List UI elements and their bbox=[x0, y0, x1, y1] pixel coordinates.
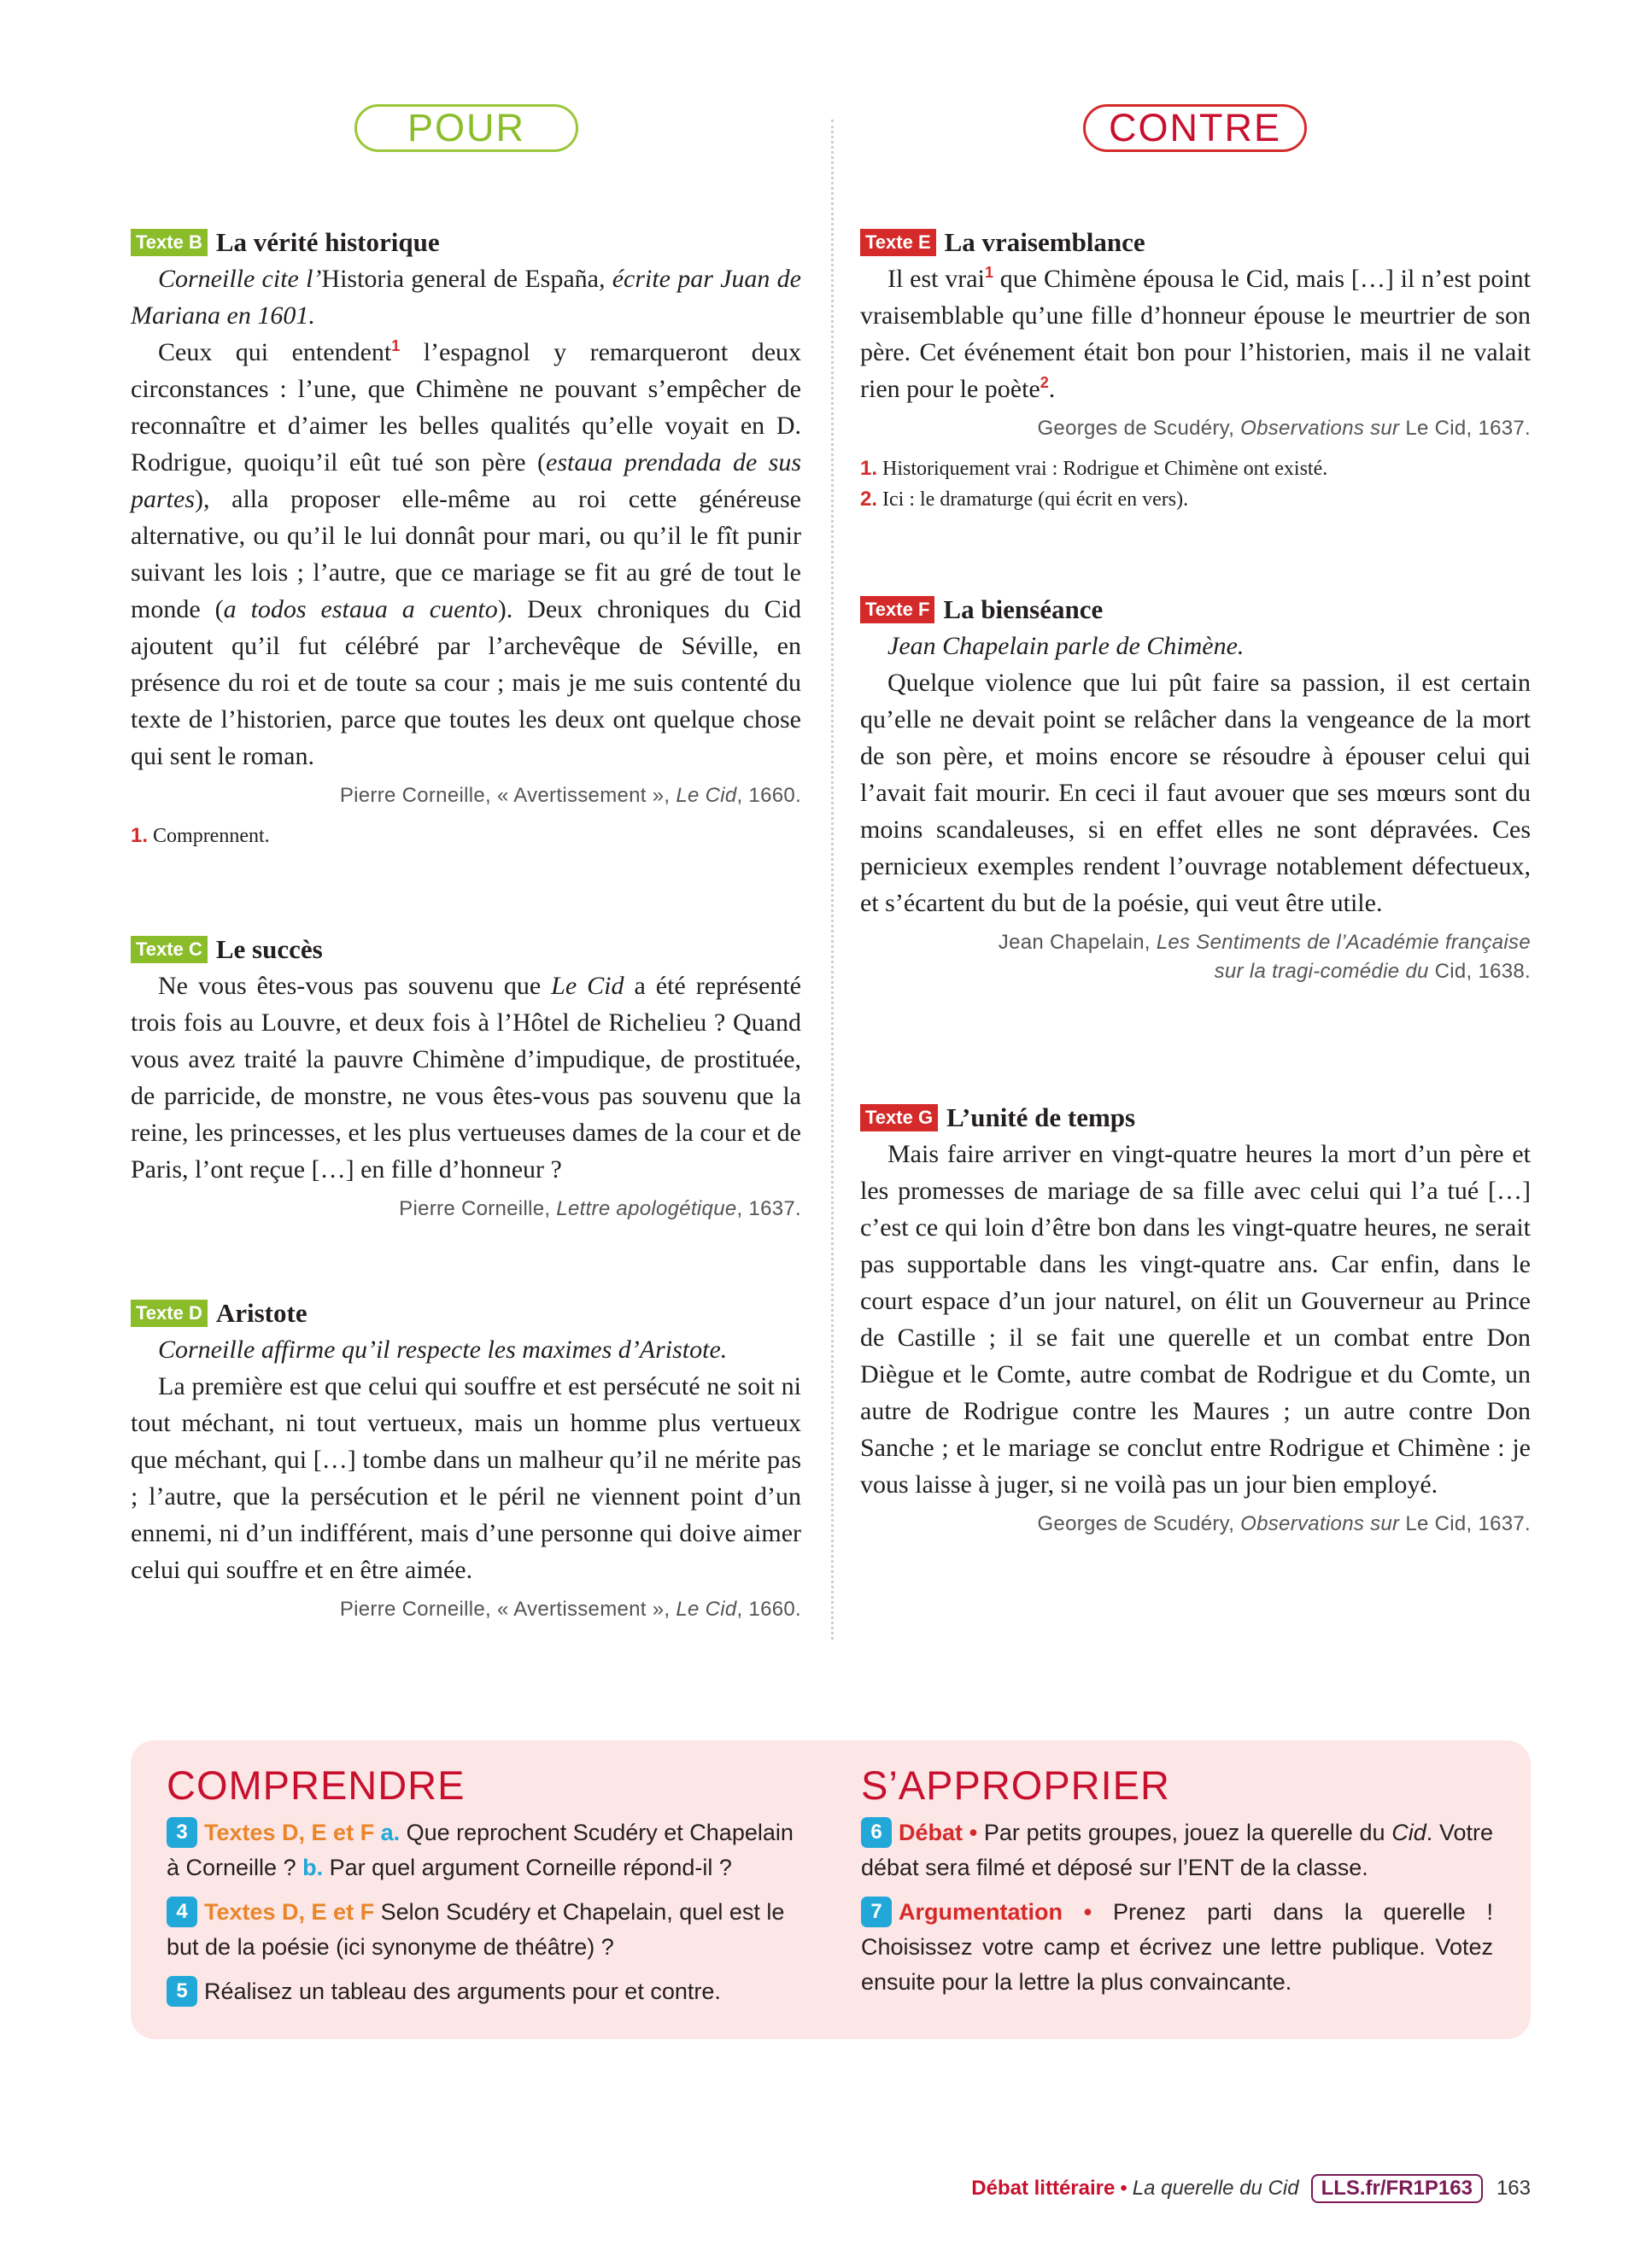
texte-e-body: Il est vrai$^1$ que Chimène épousa le Cid, mais […] il n’est point vraisemblable qu’une fille d’honneur épouse le meurtrier de son père. Cet événement était bon pour l’historien, mais il ne valait rien pour le poète$^2$. bbox=[860, 264, 1531, 403]
texte-e-footnotes: 1. Historiquement vrai : Rodrigue et Chimène ont existé. 2. Ici : le dramaturge (qui écrit en vers). bbox=[860, 457, 1328, 511]
question-4: 4 Textes D, E et F Selon Scudéry et Chapelain, quel est le but de la poésie (ici synonyme de théâtre) ? bbox=[167, 1895, 799, 1965]
texte-c-title: Le succès bbox=[215, 934, 323, 964]
question-5: 5 Réalisez un tableau des arguments pour et contre. bbox=[167, 1974, 799, 2009]
pour-heading: POUR bbox=[354, 104, 578, 152]
sapproprier-section bbox=[861, 1761, 1493, 2009]
texte-d bbox=[131, 1295, 801, 1624]
texte-g-source: Georges de Scudéry, Observations sur Le Cid, 1637. bbox=[1037, 1512, 1531, 1535]
texte-e-source: Georges de Scudéry, Observations sur Le Cid, 1637. bbox=[1037, 417, 1531, 440]
page-footer bbox=[971, 2174, 1531, 2203]
texte-c-badge: Texte C bbox=[131, 936, 208, 963]
texte-b-badge: Texte B bbox=[131, 229, 208, 256]
footer-link[interactable]: LLS.fr/FR1P163 bbox=[1311, 2174, 1483, 2203]
texte-f-intro: Jean Chapelain parle de Chimène. bbox=[887, 632, 1245, 660]
texte-d-badge: Texte D bbox=[131, 1300, 208, 1327]
texte-g-badge: Texte G bbox=[860, 1104, 938, 1131]
contre-heading: CONTRE bbox=[1083, 104, 1307, 152]
texte-f bbox=[860, 591, 1531, 986]
texte-b-body: Ceux qui entendent$^1$ l’espagnol y remarqueront deux circonstances : l’une, que Chimène ne pouvant s’empêcher de reconnaître et d’aimer les belles qualités qu’elle voyait en D. Rodrigue, quoiqu’il eût tué son père (estaua prendada de sus partes), alla proposer elle-même au roi cette généreuse alternative, ou qu’il le lui donnât pour mari, ou qu’il le fît punir suivant les lois ; l’autre, que ce mariage se fit au gré de tout le monde (a todos estaua a cuento). Deux chroniques du Cid ajoutent qu’il fut célébré par l’archevêque de Séville, en présence du roi et de toute sa cour ; mais je me suis contenté du texte de l’historien, parce que toutes les deux ont quelque chose qui sent le roman. bbox=[131, 337, 802, 770]
texte-b-footnote: 1. Comprennent. bbox=[131, 824, 270, 847]
texte-f-source: Jean Chapelain, Les Sentiments de l’Académie française sur la tragi-comédie du Cid, 1638. bbox=[998, 931, 1531, 983]
comprendre-section bbox=[167, 1761, 799, 2019]
texte-f-title: La bienséance bbox=[943, 594, 1104, 624]
texte-d-body: La première est que celui qui souffre et est persécuté ne soit ni tout méchant, ni tout vertueux, mais un homme plus vertueux que méchant, qui […] tombe dans un malheur qu’il ne mérite pas ; l’autre, que la persécution et le péril ne viennent point d’un ennemi, ni d’un indifférent, mais d’une personne qui doive aimer celui qui souffre et en être aimée. bbox=[131, 1372, 801, 1584]
texte-g-title: L’unité de temps bbox=[946, 1102, 1136, 1132]
page-number: 163 bbox=[1496, 2177, 1531, 2200]
texte-g-body: Mais faire arriver en vingt-quatre heures la mort d’un père et les promesses de mariage de sa fille avec celui qui l’a tué […] c’est ce qui loin d’être bon dans les vingt-quatre heures, ne serait pas supportable dans les vingt-quatre ans. Car enfin, dans le court espace d’un jour naturel, on élit un Gouverneur au Prince de Castille ; il se fait une querelle et un combat entre Don Diègue et le Comte, autre combat de Rodrigue et du Comte, un autre de Rodrigue contre les Maures ; un autre contre Don Sanche ; et le mariage se conclut entre Rodrigue et Chimène : je vous laisse à juger, si ne voilà pas un jour bien employé. bbox=[860, 1140, 1531, 1499]
texte-b bbox=[131, 224, 801, 851]
texte-b-intro: Corneille cite l’Historia general de España, écrite par Juan de Mariana en 1601. bbox=[131, 265, 801, 330]
texte-g bbox=[860, 1099, 1531, 1539]
texte-f-badge: Texte F bbox=[860, 596, 934, 623]
texte-d-title: Aristote bbox=[215, 1298, 308, 1328]
exercises-panel bbox=[131, 1740, 1531, 2039]
texte-d-source: Pierre Corneille, « Avertissement », Le Cid, 1660. bbox=[339, 1598, 801, 1621]
texte-e bbox=[860, 224, 1531, 515]
footer-section: Débat littéraire bbox=[971, 2177, 1116, 2200]
texte-c bbox=[131, 931, 801, 1224]
question-3: 3 Textes D, E et F a. Que reprochent Scudéry et Chapelain à Corneille ? b. Par quel argument Corneille répond-il ? bbox=[167, 1815, 799, 1885]
texte-b-title: La vérité historique bbox=[215, 227, 440, 257]
texte-f-body: Quelque violence que lui pût faire sa passion, il est certain qu’elle ne devait point se relâcher dans la vengeance de la mort de son père, et moins encore se résoudre à épouser celui qui l’avait fait mourir. En ceci il faut avouer que ses mœurs sont du moins scandaleuses, si en effet elles ne sont dépravées. Ces pernicieux exemples rendent l’ouvrage notablement défectueux, et s’écartent du but de la poésie, qui veut être utile. bbox=[860, 669, 1531, 917]
footer-subtitle: La querelle du Cid bbox=[1132, 2177, 1299, 2200]
texte-c-body: Ne vous êtes-vous pas souvenu que Le Cid a été représenté trois fois au Louvre, et deux fois à l’Hôtel de Richelieu ? Quand vous avez traité la pauvre Chimène d’impudique, de prostituée, de parricide, de monstre, ne vous êtes-vous pas souvenu que la reine, les princesses, et les plus vertueuses dames de la cour et de Paris, l’ont reçue […] en fille d’honneur ? bbox=[131, 972, 801, 1184]
sapproprier-title: S’APPROPRIER bbox=[861, 1762, 1170, 1808]
question-7: 7 Argumentation • Prenez parti dans la querelle ! Choisissez votre camp et écrivez une lettre publique. Votez ensuite pour la lettre la plus convaincante. bbox=[861, 1895, 1493, 2000]
texte-c-source: Pierre Corneille, Lettre apologétique, 1637. bbox=[399, 1197, 801, 1220]
question-6: 6 Débat • Par petits groupes, jouez la querelle du Cid. Votre débat sera filmé et déposé sur l’ENT de la classe. bbox=[861, 1815, 1493, 1885]
comprendre-title: COMPRENDRE bbox=[167, 1762, 466, 1808]
texte-e-badge: Texte E bbox=[860, 229, 936, 256]
texte-b-source: Pierre Corneille, « Avertissement », Le Cid, 1660. bbox=[339, 784, 801, 807]
texte-e-title: La vraisemblance bbox=[944, 227, 1145, 257]
texte-d-intro: Corneille affirme qu’il respecte les maximes d’Aristote. bbox=[158, 1336, 728, 1364]
column-divider bbox=[831, 120, 834, 1640]
footer-separator: • bbox=[1120, 2177, 1128, 2200]
